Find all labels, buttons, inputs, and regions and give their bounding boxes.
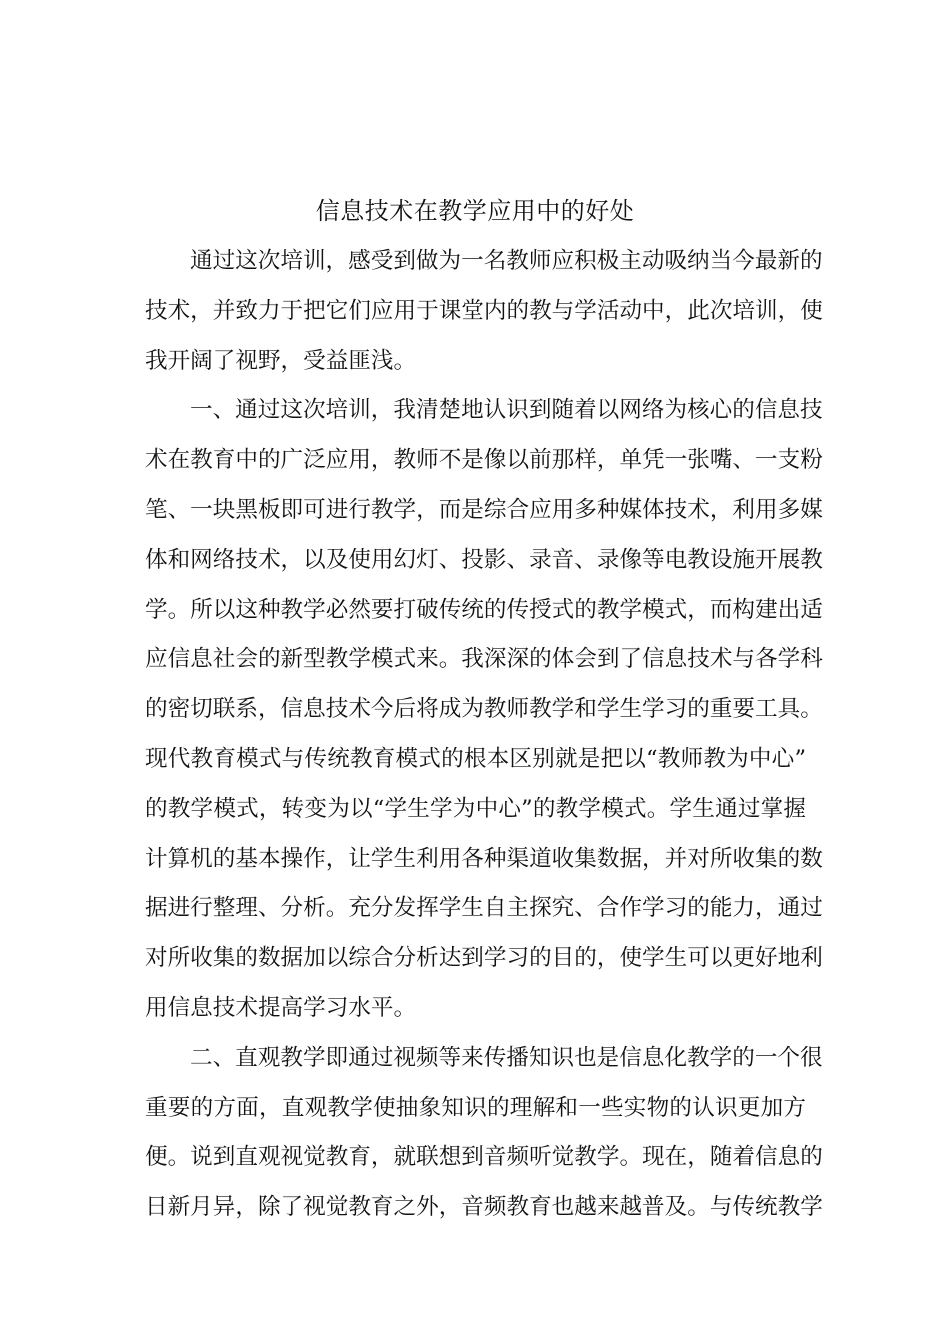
paragraph-line: 一、通过这次培训，我清楚地认识到随着以网络为核心的信息技 [190, 397, 823, 424]
paragraph-line: 用信息技术提高学习水平。 [145, 994, 417, 1021]
paragraph-line: 通过这次培训，感受到做为一名教师应积极主动吸纳当今最新的 [190, 248, 823, 274]
paragraph-line: 对所收集的数据加以综合分析达到学习的目的，使学生可以更好地利 [145, 945, 823, 972]
document-title: 信息技术在教学应用中的好处 [315, 197, 635, 225]
paragraph-line: 学。所以这种教学必然要打破传统的传授式的教学模式，而构建出适 [145, 596, 823, 623]
paragraph-line: 应信息社会的新型教学模式来。我深深的体会到了信息技术与各学科 [145, 646, 823, 673]
paragraph-line: 日新月异，除了视觉教育之外，音频教育也越来越普及。与传统教学 [145, 1194, 823, 1221]
document-body [145, 243, 823, 1239]
paragraph-line: 的密切联系，信息技术今后将成为教师教学和学生学习的重要工具。 [145, 696, 823, 723]
paragraph-line: 现代教育模式与传统教育模式的根本区别就是把以“教师教为中心” [145, 745, 806, 772]
paragraph-line: 计算机的基本操作，让学生利用各种渠道收集数据，并对所收集的数 [145, 845, 823, 872]
paragraph-line: 术在教育中的广泛应用，教师不是像以前那样，单凭一张嘴、一支粉 [145, 447, 823, 474]
paragraph-line: 便。说到直观视觉教育，就联想到音频听觉教学。现在，随着信息的 [145, 1144, 823, 1171]
paragraph-line: 的教学模式，转变为以“学生学为中心”的教学模式。学生通过掌握 [145, 795, 806, 822]
paragraph-line: 我开阔了视野，受益匪浅。 [145, 347, 417, 374]
paragraph-line: 重要的方面，直观教学使抽象知识的理解和一些实物的认识更加方 [145, 1094, 806, 1121]
paragraph-line: 笔、一块黑板即可进行教学，而是综合应用多种媒体技术，利用多媒 [145, 496, 823, 523]
paragraph-line: 据进行整理、分析。充分发挥学生自主探究、合作学习的能力，通过 [145, 895, 823, 922]
paragraph-line: 技术，并致力于把它们应用于课堂内的教与学活动中，此次培训，使 [145, 297, 823, 324]
paragraph-line: 体和网络技术，以及使用幻灯、投影、录音、录像等电教设施开展教 [145, 546, 823, 573]
paragraph-line: 二、直观教学即通过视频等来传播知识也是信息化教学的一个很 [190, 1044, 823, 1071]
